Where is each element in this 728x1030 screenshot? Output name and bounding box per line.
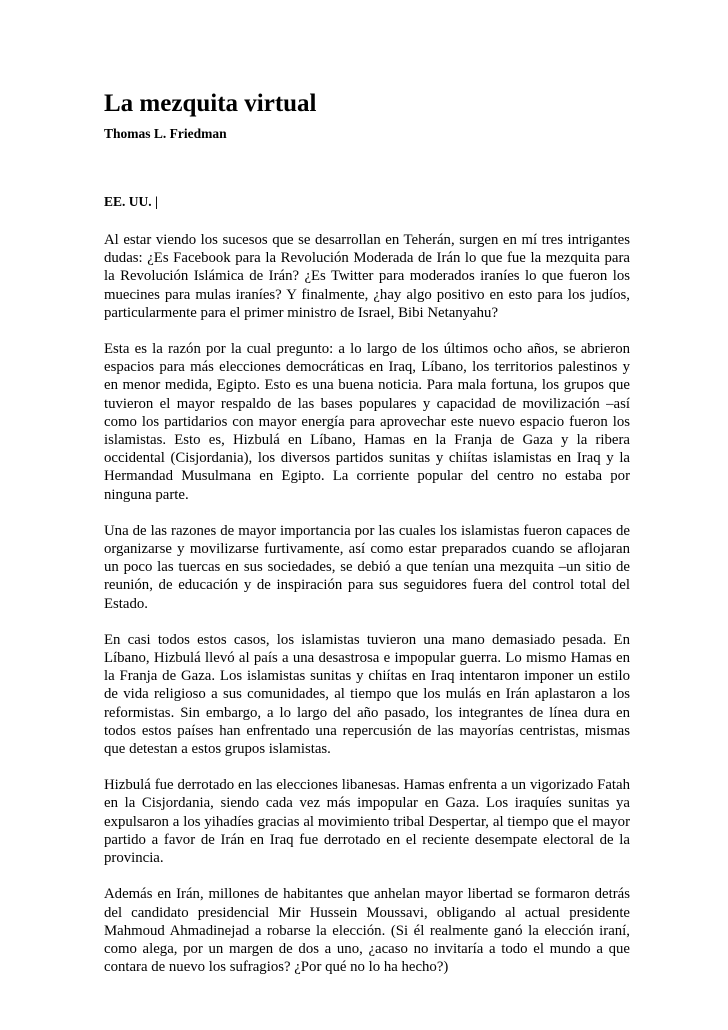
article-paragraph: Hizbulá fue derrotado en las elecciones libanesas. Hamas enfrenta a un vigorizado Fatah en la Cisjordania, siendo cada vez más impopular en Gaza. Los iraquíes sunitas ya expulsaron a los yihadíes gracias al movimiento tribal Despertar, al tiempo que el mayor partido a favor de Irán en Iraq fue derrotado en el reciente desempate electoral de la provincia. — [104, 777, 630, 867]
article-paragraph: Además en Irán, millones de habitantes que anhelan mayor libertad se formaron detrás del candidato presidencial Mir Hussein Moussavi, obligando al actual presidente Mahmoud Ahmadinejad a robarse la elección. (Si él realmente ganó la elección iraní, como alega, por un margen de dos a uno, ¿acaso no invitaría a todo el mundo a que contara de nuevo los sufragios? ¿Por qué no lo ha hecho?) — [104, 886, 630, 976]
article-title: La mezquita virtual — [104, 90, 317, 117]
article-paragraph: En casi todos estos casos, los islamistas tuvieron una mano demasiado pesada. En Líbano, Hizbulá llevó al país a una desastrosa e impopular guerra. Lo mismo Hamas en la Franja de Gaza. Los islamistas sunitas y chiítas en Iraq intentaron imponer un estilo de vida religioso a sus comunidades, al tiempo que los mulás en Irán aplastaron a los reformistas. Sin embargo, a lo largo del año pasado, los integrantes de línea dura en todos estos países han enfrentado una repercusión de las mayorías centristas, mismas que detestan a estos grupos islamistas. — [104, 631, 630, 758]
article-paragraph: Esta es la razón por la cual pregunto: a lo largo de los últimos ocho años, se abrieron espacios para más elecciones democráticas en Iraq, Líbano, los territorios palestinos y en menor medida, Egipto. Esto es una buena noticia. Para mala fortuna, los grupos que tuvieron el mayor respaldo de las bases populares y capacidad de movilización –así como los partidarios con mayor energía para aprovechar este nuevo espacio fueron los islamistas. Esto es, Hizbulá en Líbano, Hamas en la Franja de Gaza y la ribera occidental (Cisjordania), los diversos partidos sunitas y chiítas islamistas en Iraq y la Hermandad Musulmana en Egipto. La corriente popular del centro no estaba por ninguna parte. — [104, 341, 630, 503]
article-section-label: EE. UU. | — [104, 194, 158, 209]
article-paragraph: Al estar viendo los sucesos que se desarrollan en Teherán, surgen en mí tres intrigantes dudas: ¿Es Facebook para la Revolución Moderada de Irán lo que fue la mezquita para la Revolución Islámica de Irán? ¿Es Twitter para moderados iraníes lo que fueron los muecines para mulas iraníes? Y finalmente, ¿hay algo positivo en esto para los judíos, particularmente para el primer ministro de Israel, Bibi Netanyahu? — [104, 232, 630, 321]
article-author: Thomas L. Friedman — [104, 126, 227, 141]
document-page — [104, 88, 630, 976]
article-paragraph: Una de las razones de mayor importancia por las cuales los islamistas fueron capaces de organizarse y movilizarse furtivamente, así como estar preparados cuando se aflojaran un poco las tuercas en sus sociedades, se debió a que tenían una mezquita –un sitio de reunión, de educación y de inspiración para sus seguidores fuera del control total del Estado. — [104, 522, 630, 612]
